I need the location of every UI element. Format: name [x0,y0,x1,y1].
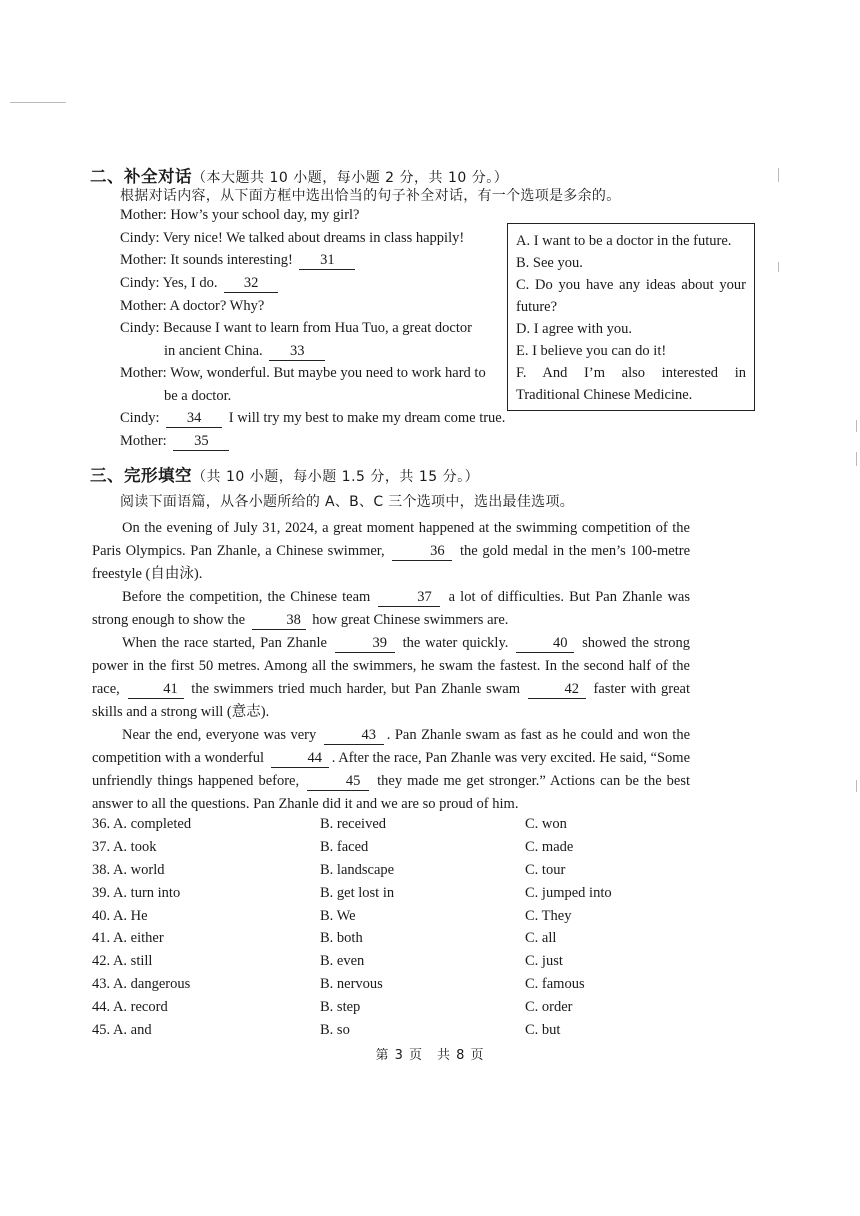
choice-a[interactable]: 44. A. record [92,999,168,1016]
choice-row [92,839,712,862]
page-number: 第 3 页 共 8 页 [375,1048,485,1063]
choice-c[interactable]: C. jumped into [525,884,612,901]
blank-31[interactable]: 31 [299,252,355,270]
choices-list [92,816,712,1045]
choice-row [92,999,712,1022]
choice-row [92,885,712,908]
blank-43[interactable]: 43 [324,727,384,745]
section2-instruction: 根据对话内容，从下面方框中选出恰当的句子补全对话，有一个选项是多余的。 [120,188,621,204]
choice-a[interactable]: 37. A. took [92,838,157,855]
dialogue-line: Mother: Wow, wonderful. But maybe you need to work hard to [120,365,486,381]
choice-a[interactable]: 39. A. turn into [92,884,181,901]
choice-row [92,908,712,931]
dialogue-line: Mother: 35 [120,430,232,453]
dialogue-line: Mother: How’s your school day, my girl? [120,207,360,223]
choice-row [92,1022,712,1045]
choice-c[interactable]: C. famous [525,976,585,993]
blank-37[interactable]: 37 [378,589,440,607]
choice-b[interactable]: B. faced [320,838,369,855]
choice-b[interactable]: B. landscape [320,861,395,878]
choice-a[interactable]: 41. A. either [92,930,164,947]
options-box [507,223,755,411]
choice-b[interactable]: B. step [320,999,361,1016]
dialogue-line: Cindy: Very nice! We talked about dreams in class happily! [120,230,465,246]
dialogue-line: Mother: A doctor? Why? [120,298,265,314]
choice-b[interactable]: B. get lost in [320,884,395,901]
dialogue-line: Mother: It sounds interesting! 31 [120,249,358,272]
choice-b[interactable]: B. We [320,907,356,924]
blank-45[interactable]: 45 [307,773,369,791]
choice-c[interactable]: C. order [525,999,573,1016]
blank-42[interactable]: 42 [528,681,586,699]
choice-row [92,930,712,953]
blank-36[interactable]: 36 [392,543,452,561]
passage-paragraph: Before the competition, the Chinese team 37 a lot of difficulties. But Pan Zhanle was strong enough to show the 38 how great Chinese swimmers are. [92,589,691,628]
blank-35[interactable]: 35 [173,433,229,451]
choice-b[interactable]: B. so [320,1022,350,1039]
choice-row [92,976,712,999]
blank-40[interactable]: 40 [516,635,574,653]
choice-a[interactable]: 36. A. completed [92,816,192,832]
option-e: E. I believe you can do it! [516,343,667,359]
choice-c[interactable]: C. tour [525,861,566,878]
option-c: C. Do you have any ideas about your future? [516,277,746,315]
section3-instruction: 阅读下面语篇，从各小题所给的 A、B、C 三个选项中，选出最佳选项。 [120,494,575,510]
choice-c[interactable]: C. made [525,838,574,855]
blank-32[interactable]: 32 [224,275,278,293]
blank-34[interactable]: 34 [166,410,222,428]
choice-b[interactable]: B. nervous [320,976,383,993]
choice-b[interactable]: B. received [320,816,387,832]
option-f: F. And I’m also interested in Traditional Chinese Medicine. [516,365,746,403]
choice-c[interactable]: C. won [525,816,567,832]
choice-a[interactable]: 40. A. He [92,907,148,924]
section2-title: 二、补全对话（本大题共 10 小题，每小题 2 分，共 10 分。） [90,167,509,186]
blank-39[interactable]: 39 [335,635,395,653]
blank-33[interactable]: 33 [269,343,325,361]
option-d: D. I agree with you. [516,321,632,337]
cloze-passage [92,517,690,816]
choice-a[interactable]: 42. A. still [92,953,153,970]
option-a: A. I want to be a doctor in the future. [516,233,732,249]
choice-b[interactable]: B. both [320,930,363,947]
choice-a[interactable]: 38. A. world [92,861,165,878]
option-b: B. See you. [516,255,583,271]
choice-a[interactable]: 45. A. and [92,1022,152,1039]
choice-c[interactable]: C. just [525,953,563,970]
choice-c[interactable]: C. all [525,930,557,947]
choice-row [92,953,712,976]
choice-row [92,862,712,885]
dialogue-line: in ancient China. 33 [120,340,328,363]
choice-b[interactable]: B. even [320,953,365,970]
blank-44[interactable]: 44 [271,750,329,768]
passage-paragraph: On the evening of July 31, 2024, a great moment happened at the swimming competition of the Paris Olympics. Pan Zhanle, a Chinese swimmer, 36 the gold medal in the men’s 100-metre freestyle (自由泳). [92,520,691,582]
choice-row [92,816,712,839]
passage-paragraph: When the race started, Pan Zhanle 39 the water quickly. 40 showed the strong power in the first 50 metres. Among all the swimmers, he swam the fastest. In the second half of the race, 41 the swimmers tried much harder, but Pan Zhanle swam 42 faster with great skills and a strong will (意志). [92,635,691,720]
passage-paragraph: Near the end, everyone was very 43 . Pan Zhanle swam as fast as he could and won the competition with a wonderful 44 . After the race, Pan Zhanle was very excited. He said, “Some unfriendly things happened before, 45 they made me get stronger.” Actions can be the best answer to all the questions. Pan Zhanle did it and we are so proud of him. [92,727,691,812]
dialogue-line: Cindy: Because I want to learn from Hua Tuo, a great doctor [120,320,472,336]
choice-c[interactable]: C. but [525,1022,561,1039]
section3-title: 三、完形填空（共 10 小题，每小题 1.5 分，共 15 分。） [90,466,480,485]
blank-38[interactable]: 38 [252,612,306,630]
dialogue-line: Cindy: 34 I will try my best to make my dream come true. [120,410,506,426]
dialogue-line: be a doctor. [164,388,232,404]
choice-a[interactable]: 43. A. dangerous [92,976,191,993]
choice-c[interactable]: C. They [525,907,572,924]
dialogue-line: Cindy: Yes, I do. 32 [120,272,281,295]
blank-41[interactable]: 41 [128,681,184,699]
